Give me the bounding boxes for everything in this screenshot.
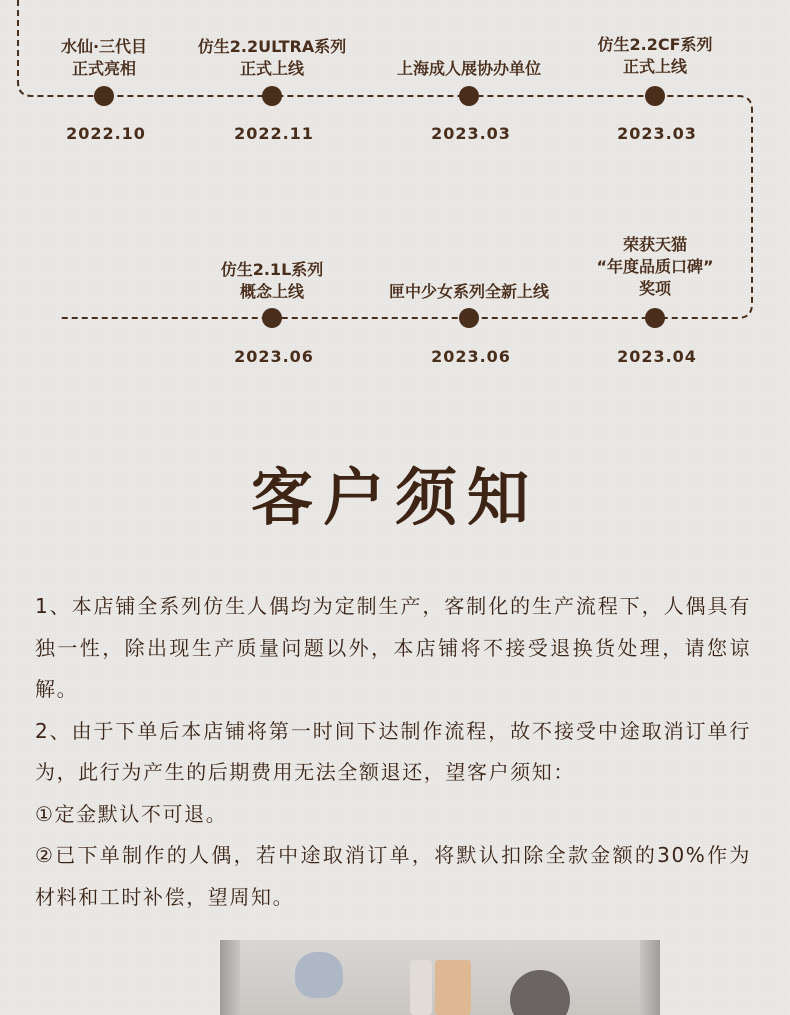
timeline-event-label: 水仙·三代目 正式亮相 bbox=[60, 37, 148, 78]
timeline-event-label: 荣获天猫 “年度品质口碑” 奖项 bbox=[596, 235, 714, 298]
timeline-dot-row1-4 bbox=[645, 86, 665, 106]
photo-edge-left bbox=[220, 940, 240, 1015]
timeline-dot-row1-1 bbox=[94, 86, 114, 106]
timeline-event-label: 仿生2.2ULTRA系列 正式上线 bbox=[197, 37, 347, 78]
timeline-event-date: 2023.04 bbox=[617, 347, 697, 366]
timeline-dot-row1-3 bbox=[459, 86, 479, 106]
photo-edge-right bbox=[640, 940, 660, 1015]
timeline-dot-row2-2 bbox=[459, 308, 479, 328]
notice-paragraph: 1、本店铺全系列仿生人偶均为定制生产，客制化的生产流程下，人偶具有独一性，除出现生产质量问题以外，本店铺将不接受退换货处理，请您谅解。 bbox=[35, 594, 751, 701]
photo-bag-object bbox=[295, 952, 343, 998]
notice-paragraph: 2、由于下单后本店铺将第一时间下达制作流程，故不接受中途取消订单行为，此行为产生的后期费用无法全额退还，望客户须知： bbox=[35, 718, 751, 784]
notice-paragraph: ②已下单制作的人偶，若中途取消订单，将默认扣除全款金额的30%作为材料和工时补偿，望周知。 bbox=[35, 843, 751, 909]
product-photo bbox=[220, 940, 660, 1015]
photo-figure-object bbox=[510, 970, 570, 1015]
timeline-event-date: 2023.06 bbox=[234, 347, 314, 366]
timeline-event-label: 上海成人展协办单位 bbox=[396, 59, 541, 78]
timeline-event-date: 2023.03 bbox=[431, 124, 511, 143]
photo-package-object bbox=[435, 960, 471, 1015]
timeline-dot-row2-1 bbox=[262, 308, 282, 328]
timeline-dot-row1-2 bbox=[262, 86, 282, 106]
timeline-event-label: 仿生2.1L系列 概念上线 bbox=[220, 260, 324, 301]
timeline-event-label: 仿生2.2CF系列 正式上线 bbox=[597, 35, 713, 76]
photo-box-object bbox=[410, 960, 432, 1015]
notice-title: 客户须知 bbox=[250, 461, 539, 534]
timeline-event-date: 2022.11 bbox=[234, 124, 314, 143]
notice-body bbox=[35, 586, 751, 918]
notice-paragraph: ①定金默认不可退。 bbox=[35, 801, 228, 826]
timeline-dot-row2-3 bbox=[645, 308, 665, 328]
timeline-event-label: 匣中少女系列全新上线 bbox=[388, 282, 549, 301]
timeline-event-date: 2023.03 bbox=[617, 124, 697, 143]
timeline-event-date: 2023.06 bbox=[431, 347, 511, 366]
timeline-event-date: 2022.10 bbox=[66, 124, 146, 143]
